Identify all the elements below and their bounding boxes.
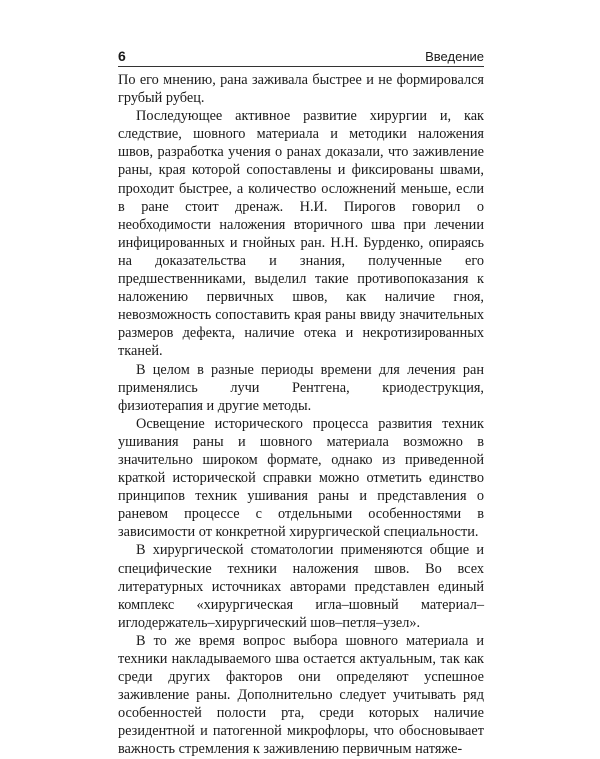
section-title: Введение [425, 49, 484, 64]
paragraph: Последующее активное развитие хирургии и, как следствие, шовного материала и методики наложения швов, разработка учения о ранах доказали, что заживление раны, края которой сопоставлены и фиксированы швами, проходит быстрее, а количество осложнений меньше, если в ране стоит дренаж. Н.И. Пирогов говорил о необходимости наложения вторичного шва при лечении инфицированных и гнойных ран. Н.Н. Бурденко, опираясь на доказательства и знания, полученные его предшественниками, выделил такие противопоказания к наложению первичных швов, как наличие гноя, невозможность сопоставить края раны ввиду значительных размеров дефекта, наличие отека и некротизированных тканей. [118, 108, 484, 360]
page-number: 6 [118, 48, 126, 64]
paragraph: В целом в разные периоды времени для лечения ран применялись лучи Рентгена, криодеструкция, физиотерапия и другие методы. [118, 361, 484, 414]
paragraph: В хирургической стоматологии применяются общие и специфические техники наложения швов. Во всех литературных источниках авторами представлен единый комплекс «хирургическая игла–шовный материал–иглодержатель–хирургический шов–петля–узел». [118, 542, 484, 631]
paragraph: Освещение исторического процесса развития техник ушивания раны и шовного материала возможно в значительно широком формате, однако из приведенной краткой исторической справки можно отметить единство принципов техник ушивания раны и представления о раневом процессе с отдельными особенностями в зависимости от конкретной хирургической специальности. [118, 415, 484, 541]
paragraph: В то же время вопрос выбора шовного материала и техники накладываемого шва остается актуальным, так как среди других факторов они определяют успешное заживление раны. Дополнительно следует учитывать ряд особенностей полости рта, среди которых наличие резидентной и патогенной микрофлоры, что обосновывает важность стремления к заживлению первичным натяже- [118, 632, 484, 758]
paragraph: По его мнению, рана заживала быстрее и не формировался грубый рубец. [118, 72, 484, 107]
body-text [118, 71, 484, 759]
running-header [118, 44, 484, 64]
header-divider [118, 66, 484, 67]
